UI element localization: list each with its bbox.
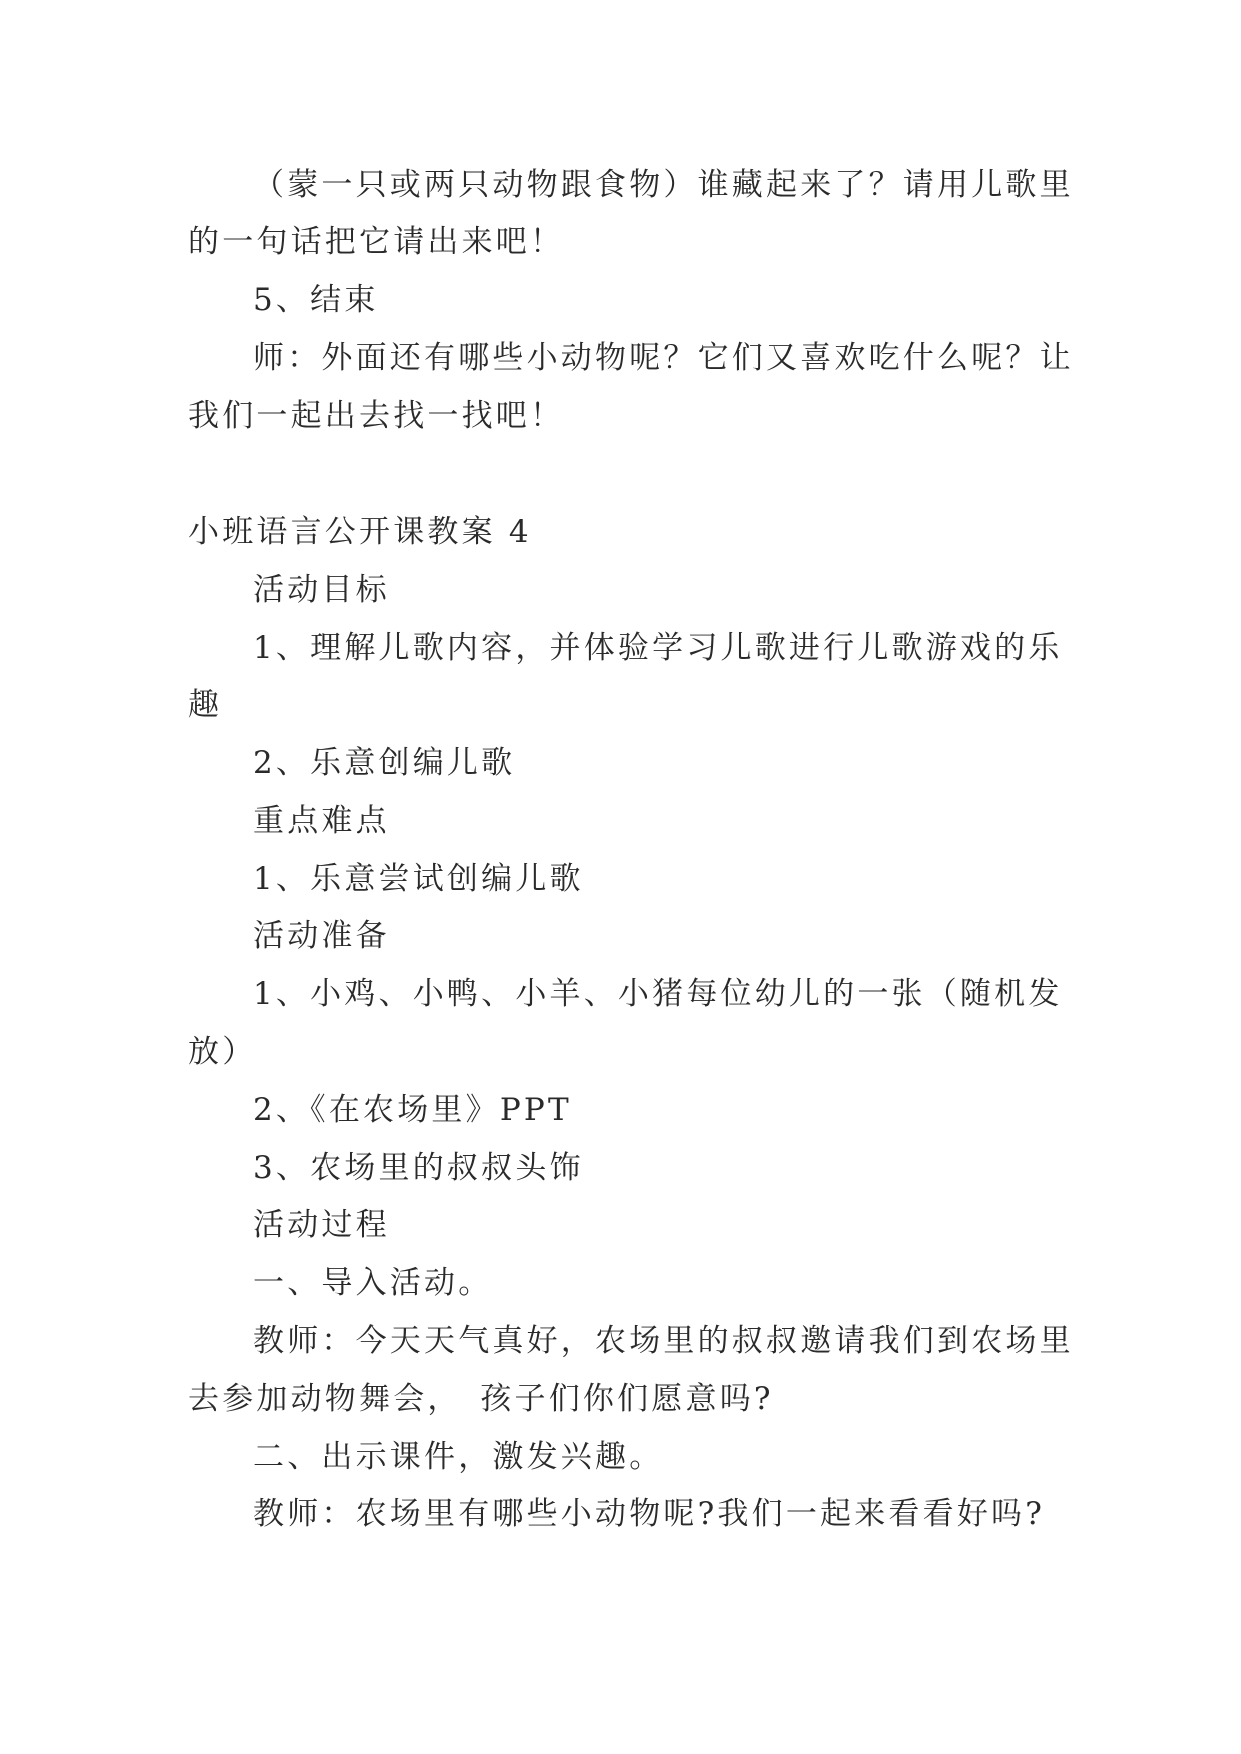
paragraph-line: 1、理解儿歌内容，并体验学习儿歌进行儿歌游戏的乐 [253, 630, 1063, 666]
list-item: 1、乐意尝试创编儿歌 [253, 861, 584, 897]
paragraph-line: 去参加动物舞会， 孩子们你们愿意吗? [188, 1381, 774, 1417]
section-step: 5、结束 [253, 282, 379, 318]
list-item: 2、《在农场里》PPT [253, 1092, 572, 1128]
paragraph-line: 1、小鸡、小鸭、小羊、小猪每位幼儿的一张（随机发 [253, 976, 1063, 1012]
list-item: 3、农场里的叔叔头饰 [253, 1150, 584, 1186]
section-heading: 活动过程 [253, 1207, 390, 1243]
section-heading: 重点难点 [253, 803, 390, 839]
paragraph-line: 教师：农场里有哪些小动物呢?我们一起来看看好吗? [253, 1496, 1046, 1532]
section-heading: 活动准备 [253, 918, 390, 954]
list-item: 一、导入活动。 [253, 1265, 493, 1301]
lesson-title: 小班语言公开课教案 4 [188, 514, 532, 550]
list-item: 二、出示课件，激发兴趣。 [253, 1439, 664, 1475]
paragraph-line: 师：外面还有哪些小动物呢？它们又喜欢吃什么呢？让 [253, 340, 1074, 376]
paragraph-line: 教师：今天天气真好，农场里的叔叔邀请我们到农场里 [253, 1323, 1074, 1359]
list-item: 2、乐意创编儿歌 [253, 745, 516, 781]
paragraph-line: 放） [188, 1034, 257, 1070]
paragraph-line: 趣 [188, 687, 223, 723]
paragraph-line: 的一句话把它请出来吧！ [188, 224, 565, 260]
paragraph-line: 我们一起出去找一找吧！ [188, 398, 565, 434]
paragraph-line: （蒙一只或两只动物跟食物）谁藏起来了？请用儿歌里 [253, 167, 1074, 203]
section-heading: 活动目标 [253, 572, 390, 608]
